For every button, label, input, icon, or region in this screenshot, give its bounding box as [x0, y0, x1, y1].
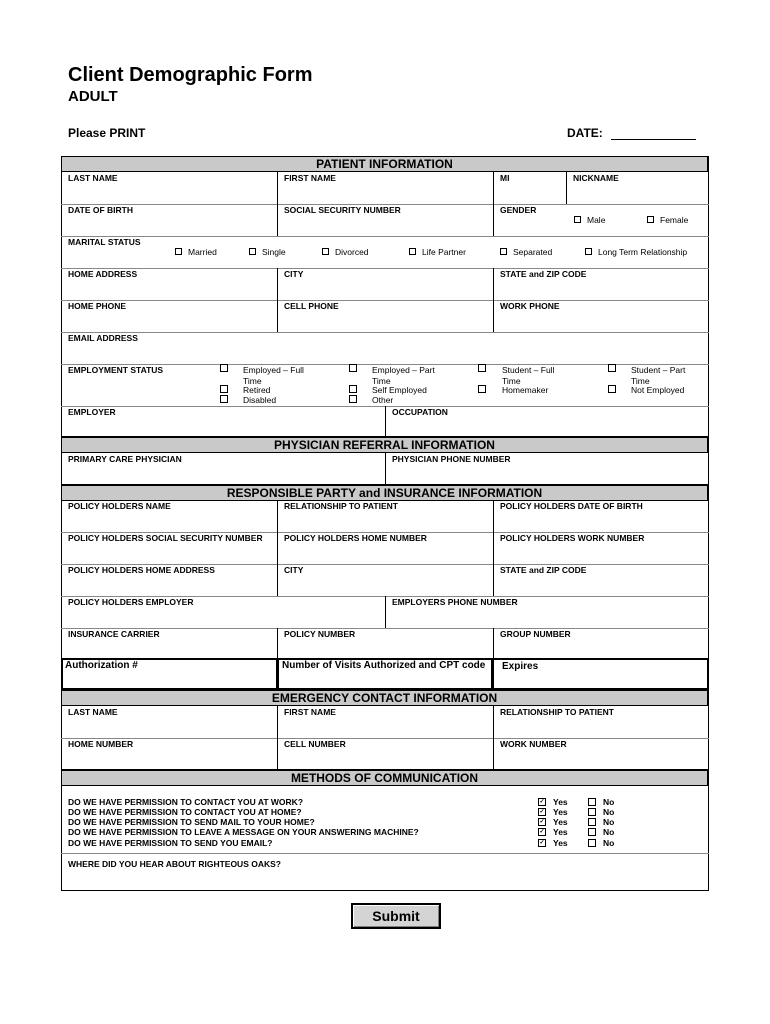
marital-option-separated[interactable]: Separated	[500, 247, 552, 257]
home-phone-label: HOME PHONE	[68, 301, 127, 311]
employment-checkbox-retired[interactable]	[220, 385, 228, 393]
emergency-home-label: HOME NUMBER	[68, 739, 134, 749]
checkbox-icon	[588, 808, 596, 816]
emergency-work-label: WORK NUMBER	[500, 739, 567, 749]
physician-header: PHYSICIAN REFERRAL INFORMATION	[61, 437, 708, 453]
ssn-field[interactable]	[277, 204, 278, 236]
policy-number-field[interactable]	[277, 628, 278, 658]
checkbox-icon	[588, 798, 596, 806]
question-home: DO WE HAVE PERMISSION TO CONTACT YOU AT HOME?	[68, 807, 302, 817]
employment-option-student-part: Student – Part Time	[631, 365, 686, 386]
submit-button[interactable]: Submit	[351, 903, 441, 929]
communication-header: METHODS OF COMMUNICATION	[61, 770, 708, 786]
gender-female-option[interactable]: Female	[647, 215, 688, 225]
relationship-field[interactable]	[277, 500, 278, 532]
checkbox-icon	[409, 248, 416, 255]
referral-answer-field[interactable]	[62, 870, 708, 890]
employment-checkbox-student-full[interactable]	[478, 364, 486, 372]
city-field[interactable]	[277, 268, 278, 300]
row-divider	[61, 738, 709, 739]
occupation-field[interactable]	[385, 406, 386, 437]
holder-employer-label: POLICY HOLDERS EMPLOYER	[68, 597, 194, 607]
state-zip-field[interactable]	[493, 268, 494, 300]
holder-name-label: POLICY HOLDERS NAME	[68, 501, 171, 511]
holder-state-zip-field[interactable]	[493, 564, 494, 596]
employment-checkbox-student-part[interactable]	[608, 364, 616, 372]
checkbox-icon	[588, 818, 596, 826]
marital-option-divorced[interactable]: Divorced	[322, 247, 369, 257]
gender-field[interactable]	[493, 204, 494, 236]
first-name-field[interactable]	[277, 172, 278, 204]
patient-header: PATIENT INFORMATION	[61, 156, 708, 172]
mi-field[interactable]	[493, 172, 494, 204]
yes-option-mail[interactable]: ✓ Yes	[539, 817, 568, 827]
row-divider	[61, 332, 709, 333]
marital-option-life-partner[interactable]: Life Partner	[409, 247, 466, 257]
holder-city-label: CITY	[284, 565, 304, 575]
no-option-message[interactable]: No	[588, 827, 614, 837]
visits-label: Number of Visits Authorized and CPT code	[282, 660, 486, 671]
checkbox-icon	[574, 216, 581, 223]
question-mail: DO WE HAVE PERMISSION TO SEND MAIL TO YOUR HOME?	[68, 817, 315, 827]
employment-option-self-employed: Self Employed	[372, 385, 427, 395]
checked-checkbox-icon: ✓	[539, 839, 545, 846]
marital-option-married[interactable]: Married	[175, 247, 217, 257]
yes-option-work[interactable]: ✓ Yes	[539, 797, 568, 807]
first-name-label: FIRST NAME	[284, 173, 336, 183]
state-zip-label: STATE and ZIP CODE	[500, 269, 587, 279]
checked-checkbox-icon: ✓	[539, 808, 545, 815]
row-divider	[61, 300, 709, 301]
form-subtitle: ADULT	[68, 88, 118, 105]
emergency-relationship-field[interactable]	[493, 706, 494, 738]
date-label: DATE:	[567, 126, 603, 140]
cell-phone-label: CELL PHONE	[284, 301, 339, 311]
no-option-email[interactable]: No	[588, 838, 614, 848]
employment-option-full-time: Employed – Full Time	[243, 365, 304, 386]
employment-checkbox-self-employed[interactable]	[349, 385, 357, 393]
emergency-work-field[interactable]	[493, 738, 494, 770]
emergency-cell-field[interactable]	[277, 738, 278, 770]
row-divider	[61, 853, 709, 854]
holder-work-field[interactable]	[493, 532, 494, 564]
work-phone-field[interactable]	[493, 300, 494, 332]
marital-option-long-term[interactable]: Long Term Relationship	[585, 247, 687, 257]
mi-label: MI	[500, 173, 510, 183]
checked-checkbox-icon: ✓	[539, 798, 545, 805]
expires-label: Expires	[502, 661, 539, 672]
employment-checkbox-not-employed[interactable]	[608, 385, 616, 393]
employer-phone-field[interactable]	[385, 596, 386, 628]
checked-checkbox-icon: ✓	[539, 818, 545, 825]
email-label: EMAIL ADDRESS	[68, 333, 138, 343]
employment-option-student-full: Student – Full Time	[502, 365, 555, 386]
occupation-label: OCCUPATION	[392, 407, 448, 417]
marital-status-label: MARITAL STATUS	[68, 237, 141, 247]
checkbox-icon	[175, 248, 182, 255]
nickname-label: NICKNAME	[573, 173, 619, 183]
employment-option-disabled: Disabled	[243, 395, 277, 405]
question-email: DO WE HAVE PERMISSION TO SEND YOU EMAIL?	[68, 838, 273, 848]
employment-checkbox-disabled[interactable]	[220, 395, 228, 403]
print-note: Please PRINT	[68, 126, 146, 140]
checkbox-icon	[647, 216, 654, 223]
question-message: DO WE HAVE PERMISSION TO LEAVE A MESSAGE ON YOUR ANSWERING MACHINE?	[68, 827, 419, 837]
employment-checkbox-full-time[interactable]	[220, 364, 228, 372]
gender-male-option[interactable]: Male	[574, 215, 605, 225]
policy-number-label: POLICY NUMBER	[284, 629, 356, 639]
checkbox-icon	[322, 248, 329, 255]
row-divider	[61, 236, 709, 237]
yes-option-home[interactable]: ✓ Yes	[539, 807, 568, 817]
home-address-label: HOME ADDRESS	[68, 269, 138, 279]
no-option-mail[interactable]: No	[588, 817, 614, 827]
employment-option-part-time: Employed – Part Time	[372, 365, 435, 386]
checkbox-icon	[500, 248, 507, 255]
holder-home-label: POLICY HOLDERS HOME NUMBER	[284, 533, 427, 543]
last-name-label: LAST NAME	[68, 173, 118, 183]
dob-label: DATE OF BIRTH	[68, 205, 134, 215]
employer-phone-label: EMPLOYERS PHONE NUMBER	[392, 597, 518, 607]
date-field[interactable]	[611, 139, 696, 140]
checked-checkbox-icon: ✓	[539, 828, 545, 835]
holder-state-zip-label: STATE and ZIP CODE	[500, 565, 587, 575]
work-phone-label: WORK PHONE	[500, 301, 560, 311]
checkbox-icon	[588, 828, 596, 836]
employment-option-retired: Retired	[243, 385, 271, 395]
question-work: DO WE HAVE PERMISSION TO CONTACT YOU AT WORK?	[68, 797, 304, 807]
holder-city-field[interactable]	[277, 564, 278, 596]
yes-option-email[interactable]: ✓ Yes	[539, 838, 568, 848]
physician-phone-field[interactable]	[385, 453, 386, 485]
authorization-label: Authorization #	[65, 660, 138, 671]
city-label: CITY	[284, 269, 304, 279]
employment-option-other: Other	[372, 395, 394, 405]
row-divider	[61, 268, 709, 269]
primary-physician-label: PRIMARY CARE PHYSICIAN	[68, 454, 182, 464]
ssn-label: SOCIAL SECURITY NUMBER	[284, 205, 401, 215]
checkbox-icon	[588, 839, 596, 847]
cell-phone-field[interactable]	[277, 300, 278, 332]
group-number-label: GROUP NUMBER	[500, 629, 571, 639]
responsible-header: RESPONSIBLE PARTY and INSURANCE INFORMATION	[61, 485, 708, 501]
gender-label: GENDER	[500, 205, 537, 215]
form-title: Client Demographic Form	[68, 64, 313, 86]
employment-checkbox-homemaker[interactable]	[478, 385, 486, 393]
checkbox-icon	[585, 248, 592, 255]
holder-ssn-label: POLICY HOLDERS SOCIAL SECURITY NUMBER	[68, 533, 263, 543]
group-number-field[interactable]	[493, 628, 494, 658]
holder-home-field[interactable]	[277, 532, 278, 564]
employment-checkbox-other[interactable]	[349, 395, 357, 403]
emergency-header: EMERGENCY CONTACT INFORMATION	[61, 690, 708, 706]
yes-option-message[interactable]: ✓ Yes	[539, 827, 568, 837]
holder-work-label: POLICY HOLDERS WORK NUMBER	[500, 533, 645, 543]
holder-dob-label: POLICY HOLDERS DATE OF BIRTH	[500, 501, 643, 511]
relationship-label: RELATIONSHIP TO PATIENT	[284, 501, 398, 511]
checkbox-icon	[249, 248, 256, 255]
employment-option-not-employed: Not Employed	[631, 385, 685, 395]
nickname-field[interactable]	[566, 172, 567, 204]
emergency-cell-label: CELL NUMBER	[284, 739, 346, 749]
employer-label: EMPLOYER	[68, 407, 116, 417]
no-option-work[interactable]: No	[588, 797, 614, 807]
referral-question: WHERE DID YOU HEAR ABOUT RIGHTEOUS OAKS?	[68, 859, 281, 869]
holder-dob-field[interactable]	[493, 500, 494, 532]
holder-address-label: POLICY HOLDERS HOME ADDRESS	[68, 565, 215, 575]
no-option-home[interactable]: No	[588, 807, 614, 817]
emergency-first-name-label: FIRST NAME	[284, 707, 336, 717]
employment-checkbox-part-time[interactable]	[349, 364, 357, 372]
carrier-label: INSURANCE CARRIER	[68, 629, 160, 639]
emergency-relationship-label: RELATIONSHIP TO PATIENT	[500, 707, 614, 717]
physician-phone-label: PHYSICIAN PHONE NUMBER	[392, 454, 511, 464]
emergency-last-name-label: LAST NAME	[68, 707, 118, 717]
emergency-first-name-field[interactable]	[277, 706, 278, 738]
employment-option-homemaker: Homemaker	[502, 385, 549, 395]
marital-option-single[interactable]: Single	[249, 247, 286, 257]
employment-status-label: EMPLOYMENT STATUS	[68, 365, 164, 375]
